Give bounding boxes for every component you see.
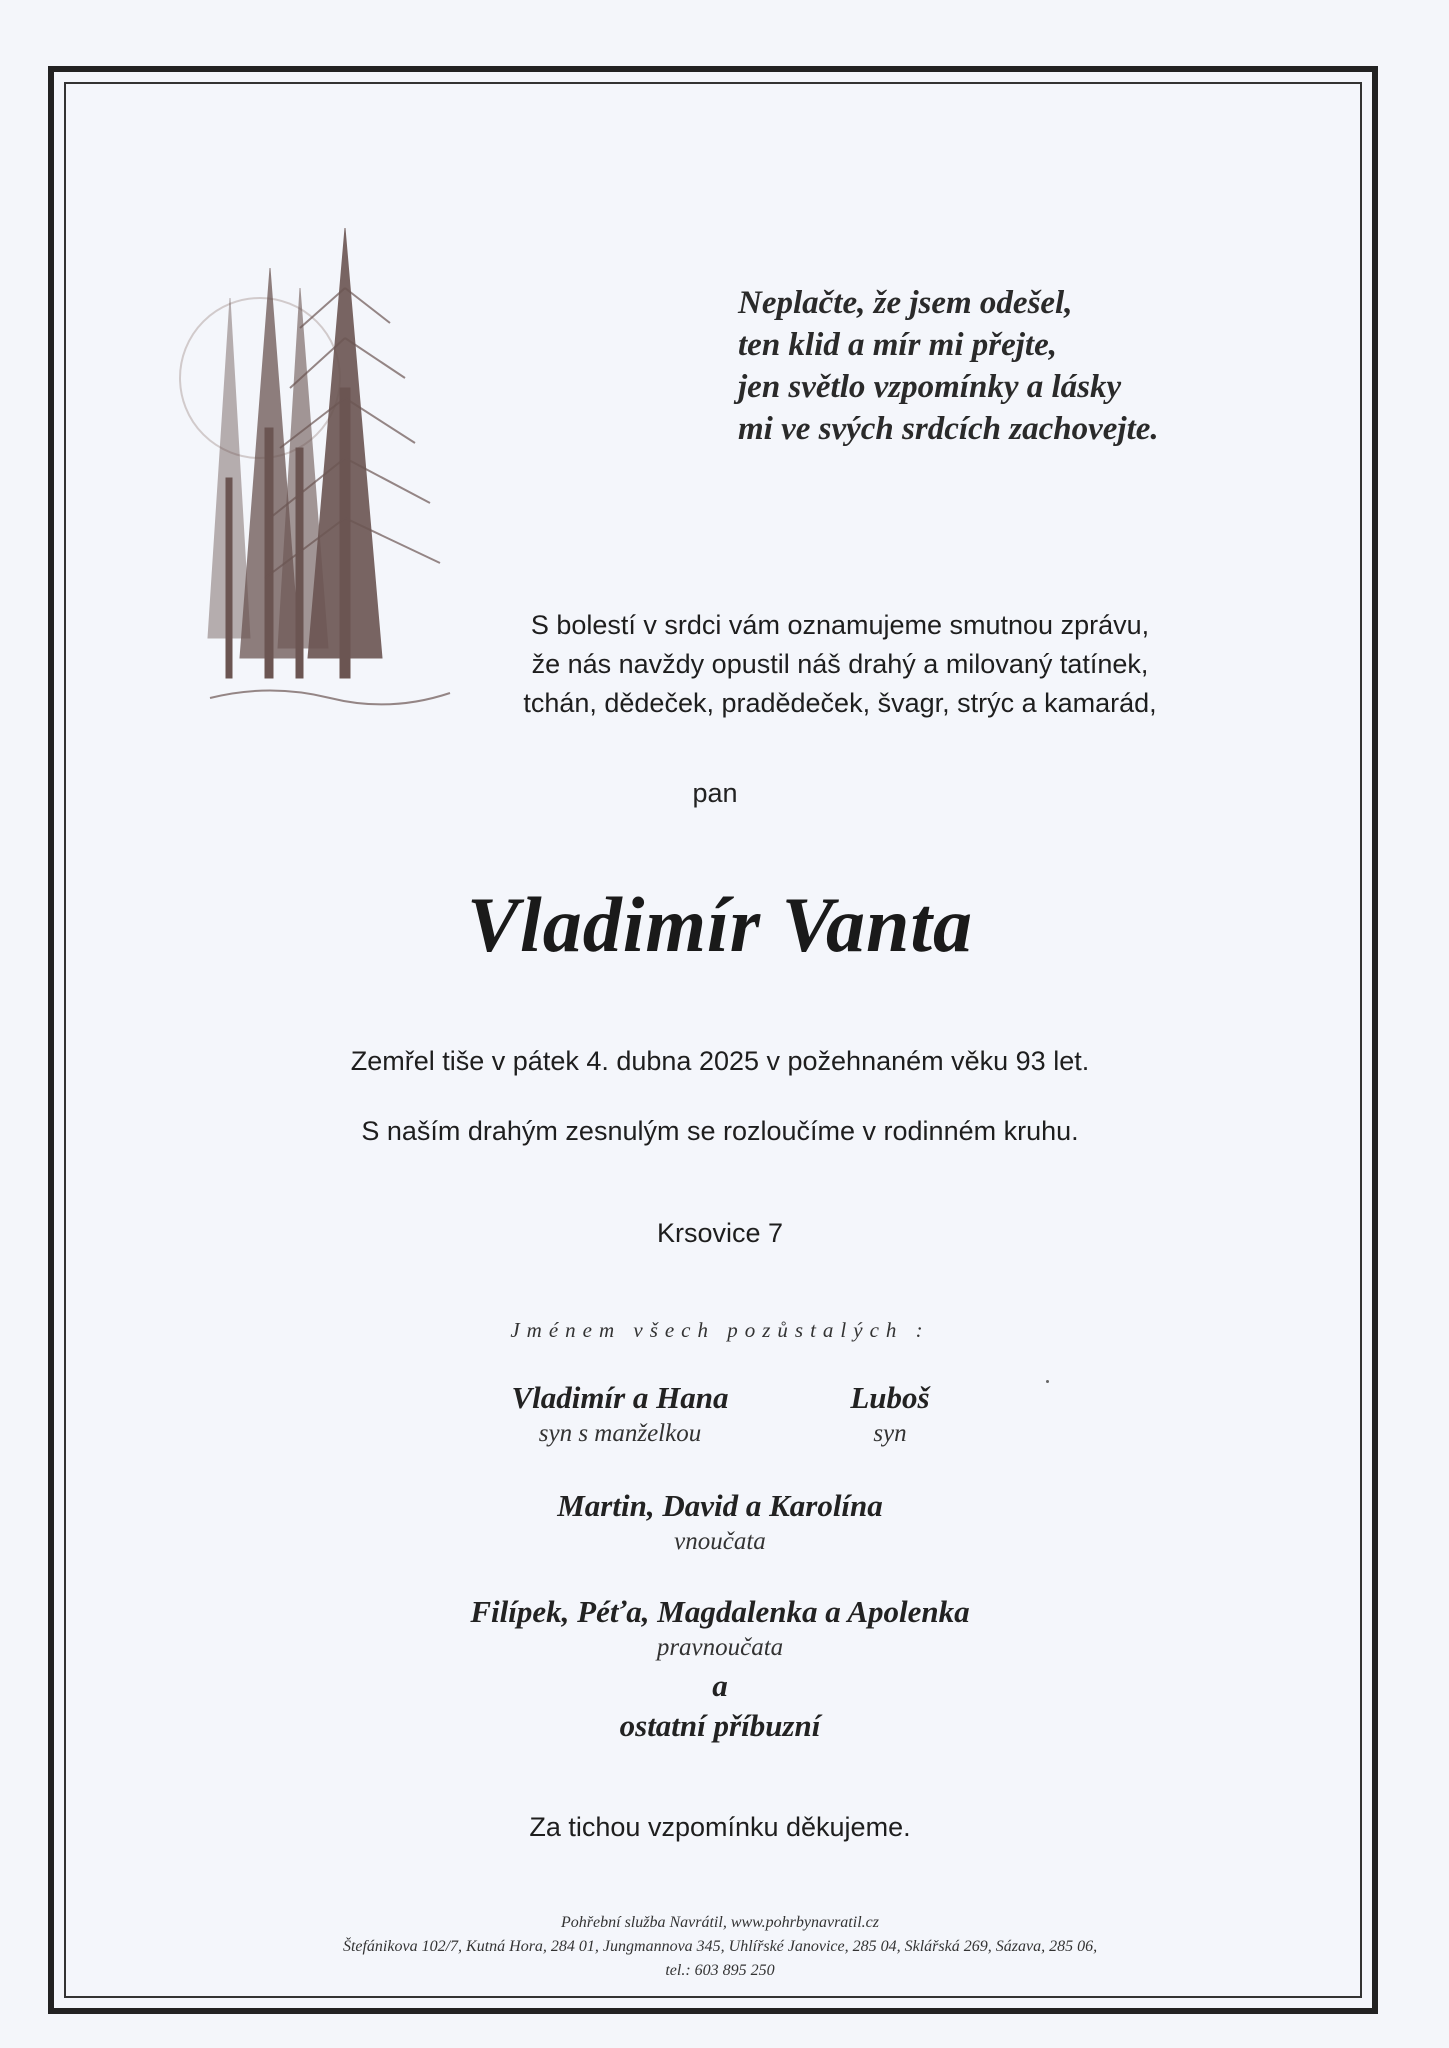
- other-relatives: ostatní příbuzní: [619, 1708, 821, 1743]
- thanks-text: Za tichou vzpomínku děkujeme.: [529, 1812, 911, 1842]
- conjunction: a: [712, 1668, 728, 1703]
- footer-line-2: Štefánikova 102/7, Kutná Hora, 284 01, Jungmannova 345, Uhlířské Janovice, 285 04, Sklářská 269, Sázava, 285 06,: [342, 1938, 1098, 1955]
- memorial-poem: Neplačte, že jsem odešel, ten klid a mír mi přejte, jen světlo vzpomínky a lásky mi ve svých srdcích zachovejte.: [738, 285, 1159, 447]
- relative-group-great-grandchildren: [370, 1594, 1070, 1662]
- relative-names: Martin, David a Karolína: [557, 1488, 883, 1523]
- footer-line-3: tel.: 603 895 250: [665, 1962, 775, 1979]
- deceased-name: Vladimír Vanta: [467, 881, 973, 968]
- death-text: Zemřel tiše v pátek 4. dubna 2025 v požehnaném věku 93 let.: [350, 1046, 1090, 1076]
- relative-role: vnoučata: [674, 1528, 766, 1555]
- relative-names: Filípek, Péťa, Magdalenka a Apolenka: [470, 1594, 970, 1629]
- on-behalf-heading: Jménem všech pozůstalých :: [510, 1318, 930, 1342]
- relative-role: syn s manželkou: [538, 1420, 702, 1447]
- paper-speck: [1046, 1380, 1049, 1383]
- relative-role: pravnoučata: [656, 1634, 784, 1661]
- announcement-line-1: S bolestí v srdci vám oznamujeme smutnou zprávu,: [530, 610, 1150, 640]
- address: Krsovice 7: [656, 1218, 784, 1248]
- relative-names: Vladimír a Hana: [511, 1380, 729, 1415]
- announcement-text: [440, 606, 1240, 723]
- footer-line-1: Pohřební služba Navrátil, www.pohrbynavratil.cz: [561, 1914, 879, 1931]
- relative-names: Luboš: [850, 1380, 930, 1415]
- announcement-line-3: tchán, dědeček, pradědeček, švagr, strýc a kamarád,: [523, 688, 1157, 718]
- relative-role: syn: [873, 1420, 907, 1447]
- relative-group-grandchildren: [420, 1488, 1020, 1556]
- salutation: pan: [692, 778, 738, 808]
- announcement-line-2: že nás navždy opustil náš drahý a milovaný tatínek,: [531, 649, 1149, 679]
- farewell-text: S naším drahým zesnulým se rozloučíme v rodinném kruhu.: [361, 1116, 1079, 1146]
- relative-group-son-wife: [480, 1380, 760, 1448]
- relative-group-son: [810, 1380, 970, 1448]
- pine-trees-illustration: [150, 228, 480, 728]
